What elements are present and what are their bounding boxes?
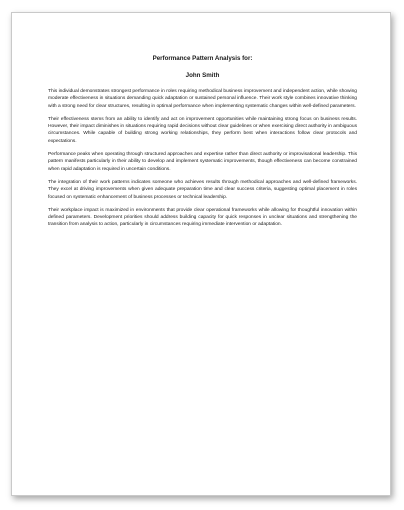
paragraph-2: Their effectiveness stems from an ability to identify and act on improvement opportunities while maintaining strong focus on business results. However, their impact diminishes in situations requiring rapid decisions without clear guidelines or when exercising direct authority in ambiguous circumstances. While capable of building strong working relationships, they perform best when interactions follow clear protocols and expectations. [48,116,357,144]
subject-name: John Smith [185,72,220,79]
document-page [11,12,391,496]
paragraph-4: The integration of their work patterns indicates someone who achieves results through methodical approaches and well-defined frameworks. They excel at driving improvements when given adequate preparation time and clear success criteria, suggesting optimal placement in roles focused on systematic enhancement of business processes or technical leadership. [48,179,357,200]
document-title: Performance Pattern Analysis for: [152,55,253,62]
paragraph-3: Performance peaks when operating through structured approaches and expertise rather than direct authority or improvisational leadership. This pattern manifests particularly in their ability to develop and implement systematic improvements, though effectiveness can become constrained when rapid adaptation is required in uncertain conditions. [48,152,357,172]
paragraph-5: Their workplace impact is maximized in environments that provide clear operational frameworks while allowing for thoughtful innovation within defined parameters. Development priorities should address building capacity for quick responses in unclear situations and strengthening the transition from analysis to action, particularly in circumstances requiring immediate intervention or adaptation. [48,207,357,228]
paragraph-1: This individual demonstrates strongest performance in roles requiring methodical business improvement and independent action, while showing moderate effectiveness in situations demanding quick adaptation or sustained personal influence. Their work style combines innovative thinking with a strong need for clear structures, resulting in optimal performance when implementing systematic changes within well-defined parameters. [48,89,357,109]
document-content [48,55,357,235]
